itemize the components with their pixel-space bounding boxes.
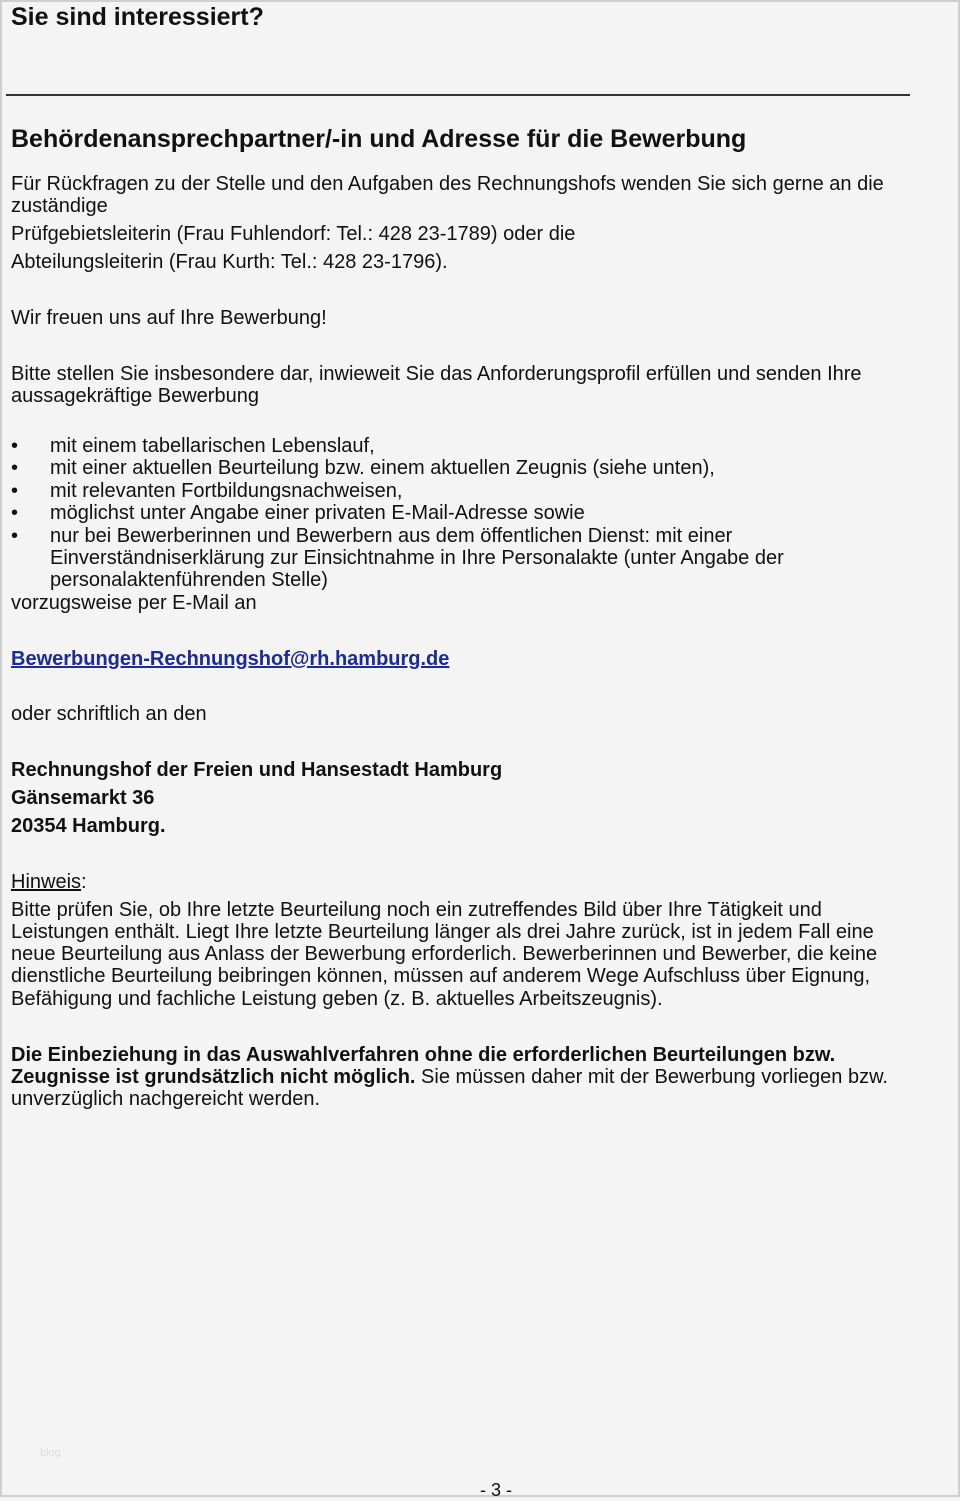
address-line: Rechnungshof der Freien und Hansestadt Hamburg: [11, 759, 503, 781]
page-number: - 3 -: [480, 1480, 513, 1500]
address-line: 20354 Hamburg.: [11, 815, 166, 837]
final-line: unverzüglich nachgereicht werden.: [11, 1088, 321, 1110]
note-line: Leistungen enthält. Liegt Ihre letzte Beurteilung länger als drei Jahre zurück, ist in jedem Fall eine: [11, 921, 874, 943]
final-bold-line: Die Einbeziehung in das Auswahlverfahren ohne die erforderlichen Beurteilungen bzw.: [11, 1044, 836, 1066]
divider: [6, 94, 910, 96]
final-bold-text: Zeugnisse ist grundsätzlich nicht möglich.: [11, 1066, 416, 1088]
section-heading: Behördenansprechpartner/-in und Adresse für die Bewerbung: [11, 125, 747, 153]
note-line: neue Beurteilung aus Anlass der Bewerbung erforderlich. Bewerberinnen und Bewerber, die keine: [11, 943, 878, 965]
final-text: Sie müssen daher mit der Bewerbung vorliegen bzw.: [415, 1066, 888, 1088]
greeting: Wir freuen uns auf Ihre Bewerbung!: [11, 307, 327, 329]
note-line: Bitte prüfen Sie, ob Ihre letzte Beurteilung noch ein zutreffendes Bild über Ihre Tätigkeit und: [11, 899, 822, 921]
list-item: nur bei Bewerberinnen und Bewerbern aus dem öffentlichen Dienst: mit einer: [50, 525, 733, 547]
intro-line: Für Rückfragen zu der Stelle und den Aufgaben des Rechnungshofs wenden Sie sich gerne an die: [11, 173, 884, 195]
list-item-continuation: personalaktenführenden Stelle): [50, 569, 328, 591]
bullet-icon: •: [11, 435, 19, 457]
note-colon: :: [81, 871, 87, 893]
address-line: Gänsemarkt 36: [11, 787, 155, 809]
list-item: mit relevanten Fortbildungsnachweisen,: [50, 480, 403, 502]
bullet-icon: •: [11, 502, 19, 524]
list-item: mit einer aktuellen Beurteilung bzw. einem aktuellen Zeugnis (siehe unten),: [50, 457, 715, 479]
intro-line: Prüfgebietsleiterin (Frau Fuhlendorf: Tel.: 428 23-1789) oder die: [11, 223, 576, 245]
watermark: blog: [40, 1447, 61, 1459]
bullet-icon: •: [11, 457, 19, 479]
page-title: Sie sind interessiert?: [11, 3, 264, 31]
note-line: dienstliche Beurteilung beibringen können, müssen auf anderem Wege Aufschluss über Eignung,: [11, 965, 871, 987]
list-item: mit einem tabellarischen Lebenslauf,: [50, 435, 375, 457]
email-link[interactable]: Bewerbungen-Rechnungshof@rh.hamburg.de: [11, 648, 450, 670]
note-line: Befähigung und fachliche Leistung geben (z. B. aktuelles Arbeitszeugnis).: [11, 988, 663, 1010]
bullet-icon: •: [11, 480, 19, 502]
list-item: möglichst unter Angabe einer privaten E-Mail-Adresse sowie: [50, 502, 585, 524]
bullet-icon: •: [11, 525, 19, 547]
request-line: aussagekräftige Bewerbung: [11, 385, 259, 407]
or-written-text: oder schriftlich an den: [11, 703, 207, 725]
request-line: Bitte stellen Sie insbesondere dar, inwieweit Sie das Anforderungsprofil erfüllen und senden Ihre: [11, 363, 862, 385]
note-label: Hinweis: [11, 871, 82, 893]
by-email-text: vorzugsweise per E-Mail an: [11, 592, 257, 614]
intro-line: zuständige: [11, 195, 108, 217]
intro-line: Abteilungsleiterin (Frau Kurth: Tel.: 428 23-1796).: [11, 251, 448, 273]
list-item-continuation: Einverständniserklärung zur Einsichtnahme in Ihre Personalakte (unter Angabe der: [50, 547, 784, 569]
